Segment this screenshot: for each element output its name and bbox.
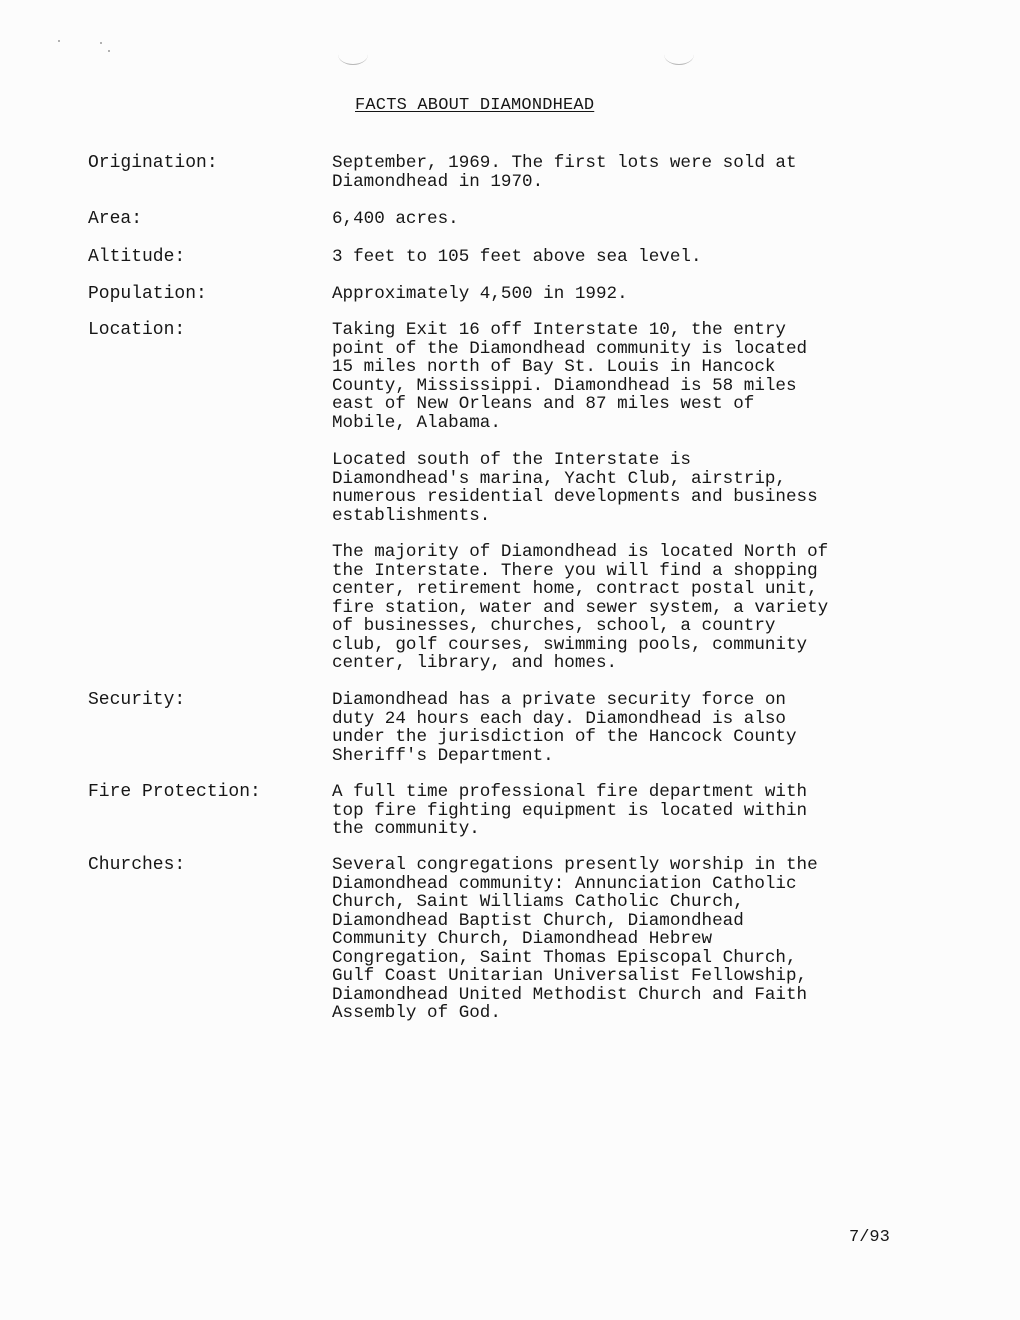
text-location-paragraph-1: Taking Exit 16 off Interstate 10, the entry point of the Diamondhead community is located 15 miles north of Bay St. Louis in Hancock County, Mississippi. Diamondhead is 58 miles east of New Orleans and 87 miles west of Mobile, Alabama. (332, 320, 808, 433)
text-altitude: 3 feet to 105 feet above sea level. (332, 247, 702, 267)
label-fire-protection: Fire Protection: (88, 782, 261, 802)
label-altitude: Altitude: (88, 247, 186, 267)
punch-hole-mark (338, 44, 368, 65)
text-security: Diamondhead has a private security force on duty 24 hours each day. Diamondhead is also under the jurisdiction of the Hancock County Sheriff's Department. (332, 690, 797, 766)
text-churches: Several congregations presently worship in the Diamondhead community: Annunciation Catholic Church, Saint Williams Catholic Church, Diamondhead Baptist Church, Diamondhead Community Church, Diamondhead Hebrew Congregation, Saint Thomas Episcopal Church, Gulf Coast Unitarian Universalist Fellowship, Diamondhead United Methodist Church and Faith Assembly of God. (332, 855, 818, 1023)
label-security: Security: (88, 690, 186, 710)
text-location-paragraph-2: Located south of the Interstate is Diamondhead's marina, Yacht Club, airstrip, numerous residential developments and business establishments. (332, 450, 818, 526)
label-churches: Churches: (88, 855, 186, 875)
text-population: Approximately 4,500 in 1992. (332, 284, 628, 304)
scan-speck (108, 50, 110, 52)
document-title: FACTS ABOUT DIAMONDHEAD (355, 96, 595, 115)
label-population: Population: (88, 284, 207, 304)
scan-speck (58, 40, 60, 42)
punch-hole-mark (664, 44, 694, 65)
label-origination: Origination: (88, 153, 218, 173)
text-origination: September, 1969. The first lots were sold at Diamondhead in 1970. (332, 153, 797, 192)
text-fire-protection: A full time professional fire department with top fire fighting equipment is located within the community. (332, 782, 808, 839)
page-number: 7/93 (849, 1228, 890, 1247)
scan-speck (100, 42, 102, 44)
text-location-paragraph-3: The majority of Diamondhead is located North of the Interstate. There you will find a shopping center, retirement home, contract postal unit, fire station, water and sewer system, a variety of businesses, churches, school, a country club, golf courses, swimming pools, community center, library, and homes. (332, 542, 829, 673)
label-location: Location: (88, 320, 186, 340)
text-area: 6,400 acres. (332, 209, 459, 229)
label-area: Area: (88, 209, 143, 229)
